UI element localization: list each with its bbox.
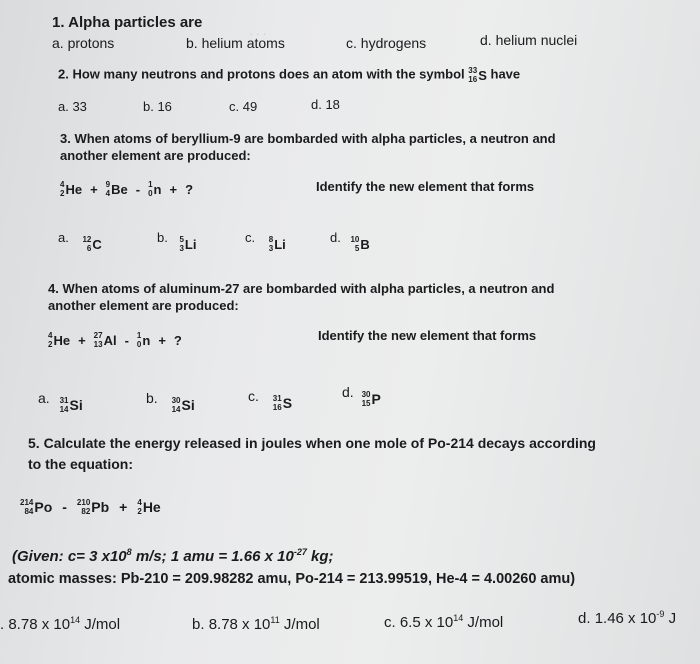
q3-option-b-atomic: 3 bbox=[179, 244, 184, 253]
q4-unknown: ? bbox=[173, 332, 182, 348]
q4-n-element: n bbox=[142, 332, 151, 348]
q5-arrow: - bbox=[62, 499, 67, 515]
q2-isotope-mass: 33 bbox=[468, 66, 478, 75]
q3-text-line2: another element are produced: bbox=[60, 148, 251, 163]
q3-option-d-mass: 10 bbox=[350, 235, 360, 244]
q4-reaction bbox=[48, 331, 182, 349]
q4-option-d bbox=[342, 384, 381, 408]
q4-option-d-letter: d. bbox=[342, 384, 354, 400]
q2-isotope-element: S bbox=[478, 67, 487, 83]
q5-po-mass: 214 bbox=[20, 498, 34, 507]
q3-option-b bbox=[157, 230, 196, 253]
q3-option-a-element: C bbox=[92, 236, 102, 252]
q1-option-a: a. protons bbox=[52, 35, 115, 51]
q5-he-mass: 4 bbox=[137, 498, 142, 507]
q3-reactant-he bbox=[60, 180, 82, 198]
q4-option-c bbox=[248, 388, 292, 412]
q4-option-a-element: Si bbox=[69, 397, 83, 413]
q4-product-n bbox=[137, 331, 150, 349]
q5-given-c: (Given: c= 3 x10 bbox=[12, 548, 127, 565]
q5-product-he bbox=[137, 498, 160, 516]
q3-n-mass: 1 bbox=[148, 180, 153, 189]
q5-option-c-unit: J/mol bbox=[463, 614, 504, 631]
q5-given-kg: kg; bbox=[306, 548, 334, 565]
q5-option-a-exp: 14 bbox=[70, 615, 81, 625]
q3-reaction bbox=[60, 180, 193, 198]
q4-option-a-mass: 31 bbox=[59, 396, 69, 405]
q5-option-b-base: 8.78 x 10 bbox=[208, 616, 271, 633]
q4-option-b-atomic: 14 bbox=[171, 405, 181, 414]
q3-option-a-atomic: 6 bbox=[86, 244, 92, 253]
q3-option-b-mass: 5 bbox=[179, 235, 184, 244]
q3-option-c-letter: c. bbox=[245, 230, 256, 245]
q1-stem bbox=[52, 14, 202, 31]
q3-option-d-atomic: 5 bbox=[354, 244, 360, 253]
q1-text: Alpha particles are bbox=[68, 14, 203, 31]
q5-pb-atomic: 82 bbox=[81, 507, 91, 516]
q5-he-element: He bbox=[142, 499, 161, 515]
q4-text-line1: When atoms of aluminum-27 are bombarded with alpha particles, a neutron and bbox=[62, 281, 555, 296]
q5-stem-line1 bbox=[28, 435, 596, 451]
q5-option-a-base: 8.78 x 10 bbox=[8, 616, 71, 633]
q4-he-atomic: 2 bbox=[48, 340, 53, 349]
q3-text-line1: When atoms of beryllium-9 are bombarded with alpha particles, a neutron and bbox=[74, 131, 556, 146]
q5-option-b-unit: J/mol bbox=[279, 616, 320, 633]
q3-plus-2: + bbox=[169, 181, 178, 197]
q4-al-atomic: 13 bbox=[93, 340, 103, 349]
q4-option-d-mass: 30 bbox=[361, 390, 371, 399]
q4-arrow: - bbox=[124, 332, 129, 348]
q3-option-b-letter: b. bbox=[157, 230, 168, 245]
q3-n-atomic: 0 bbox=[148, 189, 153, 198]
q4-reactant-al bbox=[94, 331, 117, 349]
q4-reactant-he bbox=[48, 331, 70, 349]
q4-option-d-atomic: 15 bbox=[361, 399, 371, 408]
q5-reactant-po bbox=[20, 498, 52, 516]
q2-stem bbox=[58, 66, 520, 84]
q5-option-a-unit: J/mol bbox=[80, 616, 121, 633]
q3-option-a-letter: a. bbox=[58, 230, 69, 245]
q3-stem-line1 bbox=[60, 131, 556, 146]
q5-option-a-letter: . bbox=[0, 616, 5, 633]
q3-n-element: n bbox=[153, 181, 162, 197]
q5-option-d-exp: -9 bbox=[656, 609, 665, 619]
q3-option-d-letter: d. bbox=[330, 230, 341, 245]
q5-option-c-letter: c. bbox=[384, 614, 396, 631]
q5-option-a bbox=[0, 615, 120, 633]
q3-be-atomic: 4 bbox=[105, 189, 111, 198]
q1-number: 1. bbox=[52, 14, 65, 31]
q3-arrow: - bbox=[135, 181, 141, 197]
q3-option-a bbox=[58, 230, 102, 253]
q4-option-c-atomic: 16 bbox=[272, 403, 282, 412]
q3-unknown: ? bbox=[185, 181, 194, 197]
q4-he-mass: 4 bbox=[48, 331, 53, 340]
q3-plus-1: + bbox=[90, 181, 98, 197]
q5-number: 5. bbox=[28, 435, 40, 451]
q4-option-b-letter: b. bbox=[146, 390, 158, 406]
q5-option-c bbox=[384, 613, 503, 631]
bleed-through-text: . . . bbox=[250, 24, 267, 38]
q2-option-c: c. 49 bbox=[229, 99, 258, 114]
q5-option-d-unit: J bbox=[664, 610, 677, 627]
q3-option-c-mass: 8 bbox=[268, 235, 274, 244]
q2-isotope-atomic: 16 bbox=[468, 75, 478, 84]
q3-option-a-mass: 12 bbox=[82, 235, 92, 244]
q4-plus-1: + bbox=[78, 332, 86, 348]
q5-given-c-exp: 8 bbox=[126, 547, 132, 557]
q3-he-mass: 4 bbox=[60, 180, 65, 189]
q4-option-c-element: S bbox=[282, 395, 293, 411]
q4-instruction: Identify the new element that forms bbox=[318, 328, 537, 343]
q3-number: 3. bbox=[60, 131, 71, 146]
q5-pb-element: Pb bbox=[91, 499, 110, 515]
q5-he-atomic: 2 bbox=[137, 507, 142, 516]
q5-reaction bbox=[20, 498, 161, 516]
q3-be-mass: 9 bbox=[105, 180, 111, 189]
q1-option-c: c. hydrogens bbox=[346, 35, 427, 51]
q4-option-d-element: P bbox=[371, 391, 381, 407]
q5-option-d bbox=[578, 609, 676, 627]
q2-option-d: d. 18 bbox=[311, 97, 340, 112]
q5-po-atomic: 84 bbox=[24, 507, 34, 516]
q4-stem-line1 bbox=[48, 281, 554, 296]
q5-option-d-base: 1.46 x 10 bbox=[594, 610, 657, 627]
q4-option-b-mass: 30 bbox=[171, 396, 181, 405]
q4-option-b-element: Si bbox=[181, 397, 195, 413]
q3-option-d-element: B bbox=[360, 236, 370, 252]
q5-plus: + bbox=[119, 499, 128, 515]
q3-he-element: He bbox=[65, 181, 83, 197]
q5-given-line1 bbox=[12, 547, 334, 565]
q3-option-c-element: Li bbox=[274, 236, 286, 252]
q2-number: 2. bbox=[58, 66, 69, 82]
q4-option-a bbox=[38, 390, 83, 414]
q5-given-amu-exp: -27 bbox=[293, 547, 307, 557]
q3-option-d bbox=[330, 230, 370, 253]
q3-option-c bbox=[245, 230, 286, 253]
q5-option-c-exp: 14 bbox=[453, 613, 464, 623]
q5-text-line2: to the equation: bbox=[28, 456, 133, 472]
q5-given-line2: atomic masses: Pb-210 = 209.98282 amu, Po-214 = 213.99519, He-4 = 4.00260 amu) bbox=[8, 571, 576, 587]
q4-al-element: Al bbox=[103, 332, 117, 348]
q3-reactant-be bbox=[106, 180, 128, 198]
q4-plus-2: + bbox=[158, 332, 166, 348]
q5-option-c-base: 6.5 x 10 bbox=[399, 614, 454, 631]
q4-option-b bbox=[146, 390, 195, 414]
q2-option-b: b. 16 bbox=[143, 99, 172, 114]
q5-option-d-letter: d. bbox=[578, 610, 591, 627]
q4-he-element: He bbox=[53, 332, 71, 348]
q2-text: How many neutrons and protons does an atom with the symbol bbox=[72, 66, 465, 82]
q5-option-b bbox=[192, 615, 320, 633]
q3-instruction: Identify the new element that forms bbox=[316, 179, 535, 194]
q1-option-b: b. helium atoms bbox=[186, 35, 285, 51]
q5-product-pb bbox=[77, 498, 109, 516]
q2-tail: have bbox=[490, 66, 521, 82]
q5-text-line1: Calculate the energy released in joules when one mole of Po-214 decays according bbox=[43, 435, 596, 451]
q5-pb-mass: 210 bbox=[76, 498, 91, 507]
q3-product-n bbox=[148, 180, 161, 198]
q4-option-c-letter: c. bbox=[248, 388, 259, 404]
q4-n-mass: 1 bbox=[136, 331, 142, 340]
q5-given-amu: m/s; 1 amu = 1.66 x 10 bbox=[131, 548, 294, 565]
q4-option-a-letter: a. bbox=[38, 390, 50, 406]
q3-be-element: Be bbox=[111, 181, 128, 197]
q4-option-c-mass: 31 bbox=[272, 394, 282, 403]
q4-number: 4. bbox=[48, 281, 59, 296]
q3-option-c-atomic: 3 bbox=[268, 244, 274, 253]
q5-option-b-exp: 11 bbox=[270, 615, 280, 625]
q5-po-element: Po bbox=[34, 499, 53, 515]
q3-he-atomic: 2 bbox=[60, 189, 65, 198]
q1-option-d: d. helium nuclei bbox=[480, 32, 578, 48]
q2-isotope-symbol bbox=[468, 66, 487, 84]
q4-n-atomic: 0 bbox=[136, 340, 142, 349]
q5-option-b-letter: b. bbox=[192, 616, 205, 633]
q4-option-a-atomic: 14 bbox=[59, 405, 69, 414]
q2-option-a: a. 33 bbox=[58, 99, 87, 114]
q4-al-mass: 27 bbox=[93, 331, 103, 340]
q4-text-line2: another element are produced: bbox=[48, 298, 239, 313]
q3-option-b-element: Li bbox=[184, 236, 197, 252]
